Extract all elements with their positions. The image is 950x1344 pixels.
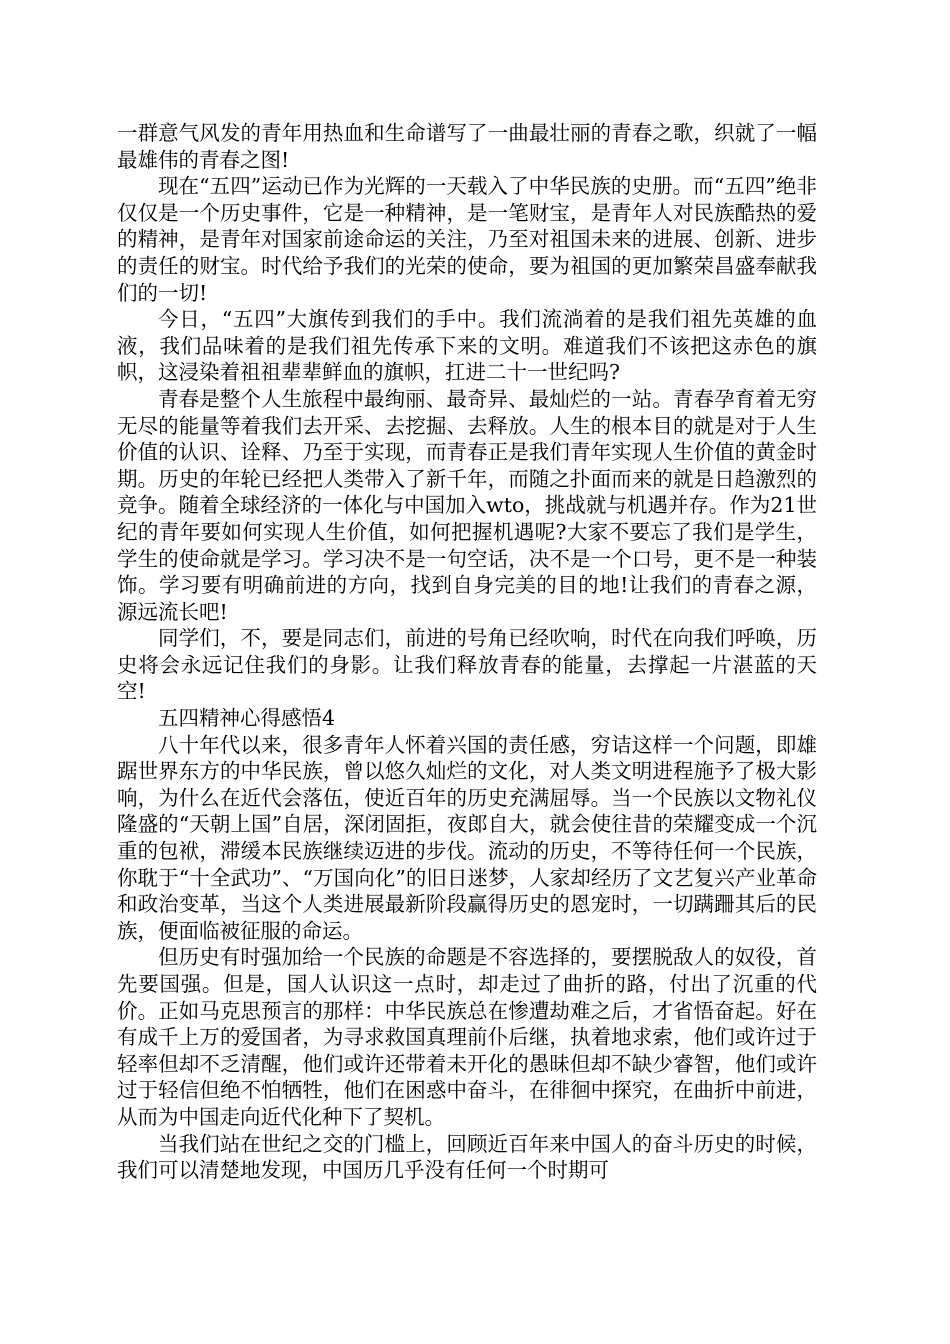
paragraph: 今日，“五四”大旗传到我们的手中。我们流淌着的是我们祖先英雄的血液，我们品味着的是我们祖先传承下来的文明。难道我们不该把这赤色的旗帜，这浸染着祖祖辈辈鲜血的旗帜，扛进二十一世纪吗? bbox=[117, 307, 817, 385]
document-page bbox=[117, 120, 817, 1184]
section-heading: 五四精神心得感悟4 bbox=[158, 706, 336, 731]
paragraph: 八十年代以来，很多青年人怀着兴国的责任感，穷诘这样一个问题，即雄踞世界东方的中华民族，曾以悠久灿烂的文化，对人类文明进程施予了极大影响，为什么在近代会落伍，使近百年的历史充满屈辱。当一个民族以文物礼仪隆盛的“天朝上国”自居，深闭固拒，夜郎自大，就会使往昔的荣耀变成一个沉重的包袱，滞缓本民族继续迈进的步伐。流动的历史，不等待任何一个民族，你耽于“十全武功”、“万国向化”的旧日迷梦，人家却经历了文艺复兴产业革命和政治变革，当这个人类进展最新阶段赢得历史的恩宠时，一切蹒跚其后的民族，便面临被征服的命运。 bbox=[117, 732, 817, 943]
paragraph: 现在“五四”运动已作为光辉的一天载入了中华民族的史册。而“五四”绝非仅仅是一个历史事件，它是一种精神，是一笔财宝，是青年人对民族酷热的爱的精神，是青年对国家前途命运的关注，乃至对祖国未来的进展、创新、进步的责任的财宝。时代给予我们的光荣的使命，要为祖国的更加繁荣昌盛奉献我们的一切! bbox=[117, 174, 817, 305]
paragraph: 同学们，不，要是同志们，前进的号角已经吹响，时代在向我们呼唤，历史将会永远记住我们的身影。让我们释放青春的能量，去撑起一片湛蓝的天空! bbox=[117, 626, 817, 704]
paragraph: 青春是整个人生旅程中最绚丽、最奇异、最灿烂的一站。青春孕育着无穷无尽的能量等着我们去开采、去挖掘、去释放。人生的根本目的就是对于人生价值的认识、诠释、乃至于实现，而青春正是我们青年实现人生价值的黄金时期。历史的年轮已经把人类带入了新千年，而随之扑面而来的就是日趋激烈的竞争。随着全球经济的一体化与中国加入wto，挑战就与机遇并存。作为21世纪的青年要如何实现人生价值，如何把握机遇呢?大家不要忘了我们是学生，学生的使命就是学习。学习决不是一句空话，决不是一个口号，更不是一种装饰。学习要有明确前进的方向，找到自身完美的目的地!让我们的青春之源，源远流长吧! bbox=[117, 386, 817, 624]
paragraph: 但历史有时强加给一个民族的命题是不容选择的，要摆脱敌人的奴役，首先要国强。但是，国人认识这一点时，却走过了曲折的路，付出了沉重的代价。正如马克思预言的那样：中华民族总在惨遭劫难之后，才省悟奋起。好在有成千上万的爱国者，为寻求救国真理前仆后继，执着地求索，他们或许过于轻率但却不乏清醒，他们或许还带着未开化的愚昧但却不缺少睿智，他们或许过于轻信但绝不怕牺牲，他们在困惑中奋斗，在徘徊中探究，在曲折中前进，从而为中国走向近代化种下了契机。 bbox=[117, 945, 817, 1129]
paragraph: 一群意气风发的青年用热血和生命谱写了一曲最壮丽的青春之歌，织就了一幅最雄伟的青春之图! bbox=[117, 121, 817, 172]
paragraph: 当我们站在世纪之交的门槛上，回顾近百年来中国人的奋斗历史的时候，我们可以清楚地发现，中国历几乎没有任何一个时期可 bbox=[117, 1131, 817, 1183]
